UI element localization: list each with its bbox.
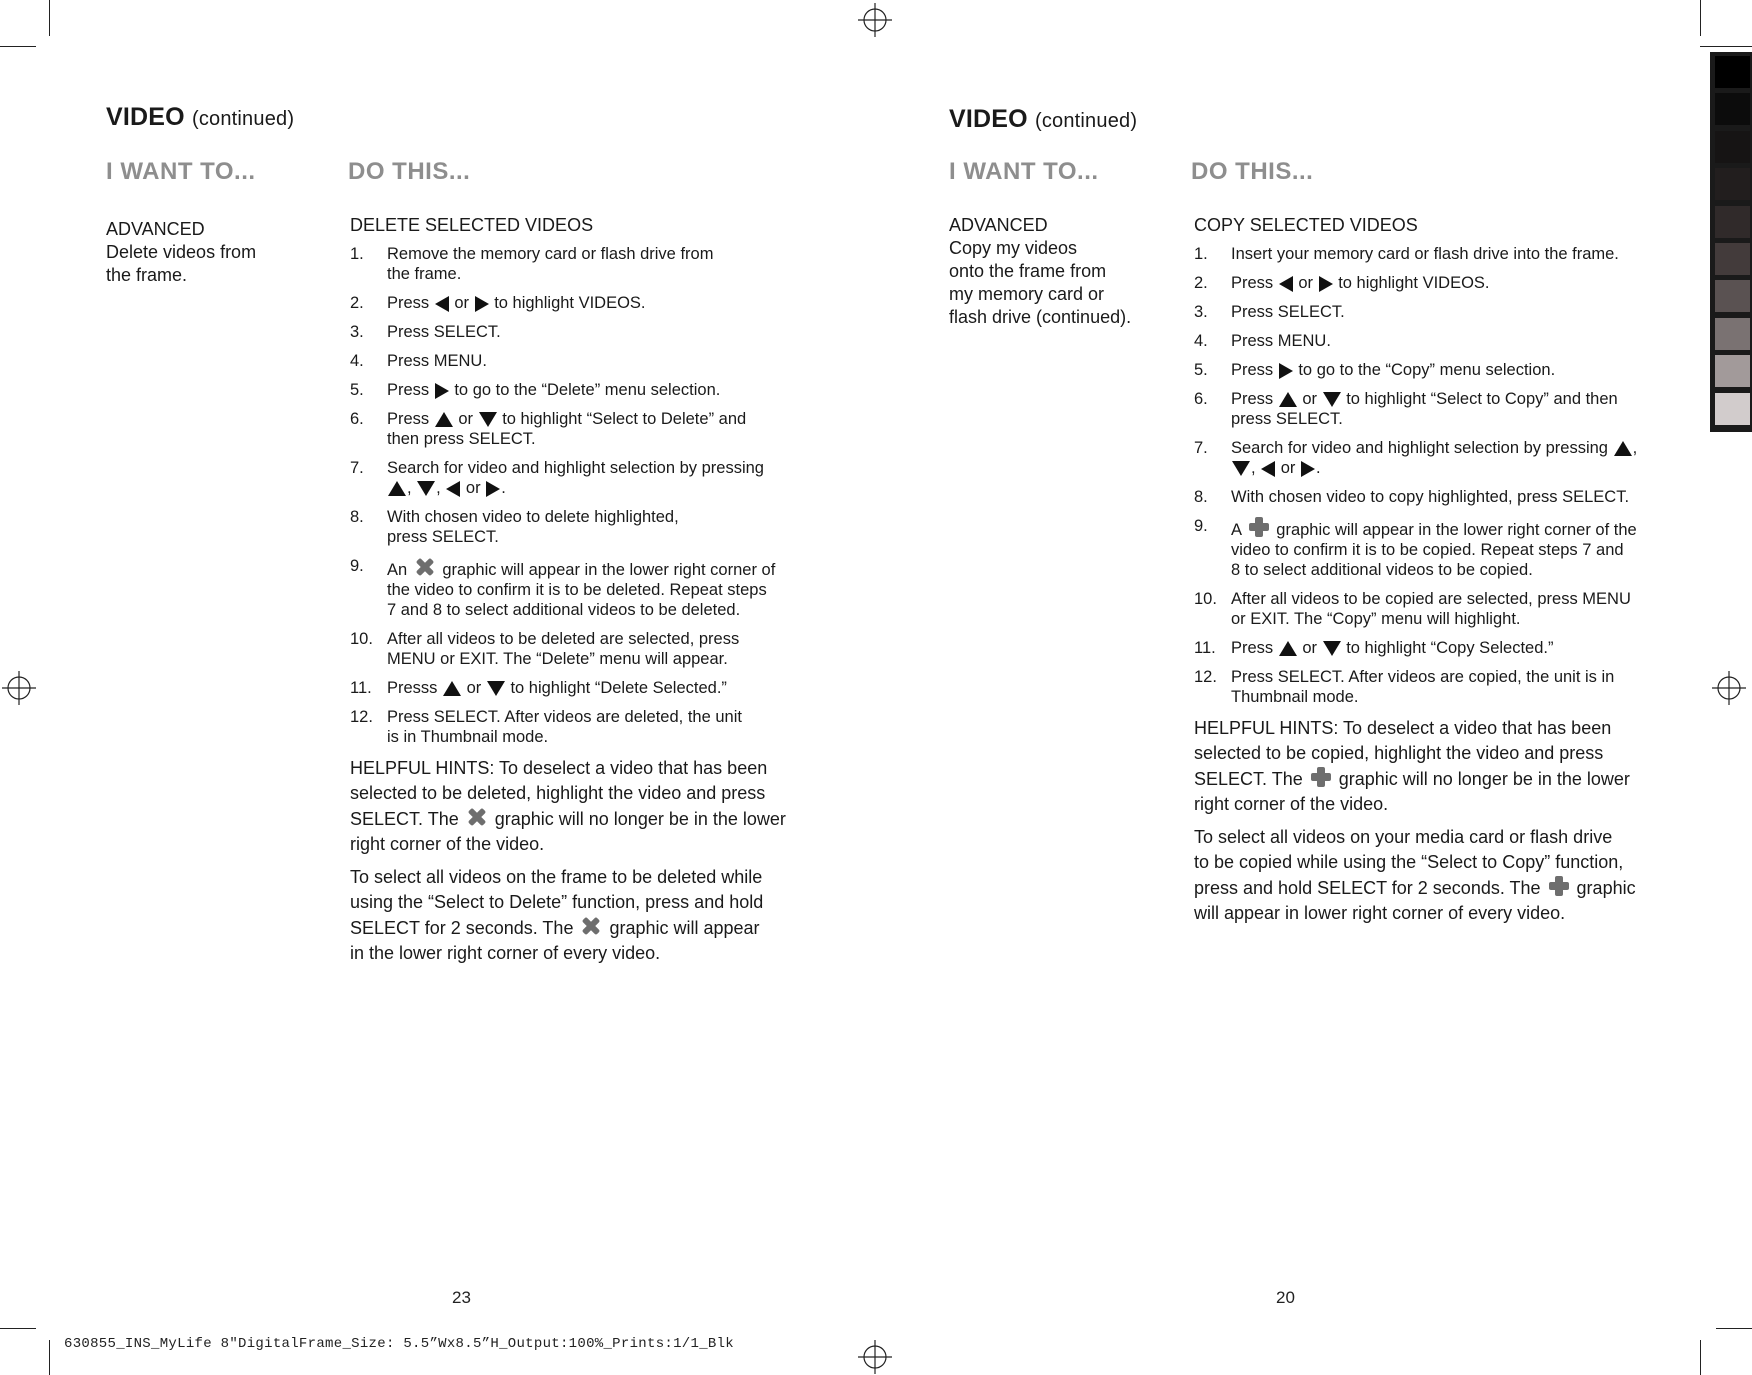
step-text [1231,303,1345,321]
step-item [350,351,820,371]
up-triangle-icon [1614,441,1632,456]
steps-list [350,244,820,747]
want-description: Copy my videos onto the frame from my memory card or flash drive (continued). [949,238,1132,327]
up-triangle-icon [388,481,406,496]
step-text [1231,274,1490,292]
down-triangle-icon [479,412,497,427]
page-number: 23 [452,1288,471,1307]
text-segment: the video to confirm it is to be deleted. Repeat steps [387,581,767,599]
text-segment: After all videos to be copied are selected, press MENU [1231,590,1631,608]
text-segment: . [1316,459,1321,477]
col-heading-want: I WANT TO... [106,158,256,185]
text-segment: Press [1231,274,1278,292]
left-triangle-icon [446,481,460,497]
steps-list [1194,244,1674,707]
x-graphic-icon [580,915,602,937]
section-title-text: VIDEO [949,105,1028,133]
text-segment: To select all videos on your media card or flash drive [1194,827,1613,847]
down-triangle-icon [487,681,505,696]
text-segment: HELPFUL HINTS: To deselect a video that has been [1194,718,1612,738]
want-description: Delete videos from the frame. [106,242,257,285]
text-segment: SELECT. The [1194,769,1308,789]
text-segment: SELECT. The [350,809,464,829]
step-number: 4. [350,352,364,370]
text-segment: , [436,479,446,497]
right-triangle-icon [1279,363,1293,379]
up-triangle-icon [443,681,461,696]
step-text [1231,245,1619,263]
text-segment: Search for video and highlight selection by pressing [387,459,764,477]
step-item [350,244,820,284]
text-segment: graphic [1571,878,1636,898]
step-number: 7. [350,459,364,477]
plus-graphic-icon [1310,766,1332,788]
text-segment: the frame. [387,265,462,283]
step-item [350,293,820,313]
text-segment: Press MENU. [387,352,487,370]
down-triangle-icon [1323,392,1341,407]
step-number: 11. [1194,639,1216,657]
section-title [949,105,1137,134]
step-number: 8. [350,508,364,526]
step-text [387,410,746,448]
text-segment: right corner of the video. [350,834,545,854]
text-segment: An [387,561,412,579]
text-segment: To select all videos on the frame to be deleted while [350,867,763,887]
text-segment: press and hold SELECT for 2 seconds. The [1194,878,1546,898]
step-number: 10. [1194,590,1217,608]
step-number: 6. [350,410,364,428]
text-segment: graphic will no longer be in the lower [489,809,786,829]
left-triangle-icon [1279,276,1293,292]
text-segment: MENU or EXIT. The “Delete” menu will appear. [387,650,728,668]
x-graphic-icon [466,806,488,828]
left-triangle-icon [435,296,449,312]
text-segment: to highlight “Delete Selected.” [505,679,727,697]
step-text [1231,488,1629,506]
want-heading: ADVANCED [106,219,205,239]
text-segment: With chosen video to copy highlighted, press SELECT. [1231,488,1630,506]
text-segment: Press SELECT. After videos are copied, the unit is in [1231,668,1615,686]
text-segment: Search for video and highlight selection by pressing [1231,439,1613,457]
text-segment: Press [1231,639,1278,657]
helpful-hint [1194,825,1674,926]
step-item [1194,273,1674,293]
right-triangle-icon [475,296,489,312]
text-segment: With chosen video to delete highlighted, [387,508,679,526]
step-item [350,507,820,547]
text-segment: , [1251,459,1261,477]
step-text [387,352,487,370]
text-segment: to highlight “Select to Delete” and [497,410,747,428]
text-segment: Insert your memory card or flash drive into the frame. [1231,245,1619,263]
x-graphic-icon [414,556,436,578]
step-number: 5. [350,381,364,399]
step-text [387,630,739,668]
section-title-text: VIDEO [106,103,185,131]
step-item [350,322,820,342]
step-item [1194,438,1674,478]
text-segment: to highlight VIDEOS. [489,294,646,312]
procedure-title: DELETE SELECTED VIDEOS [350,215,594,235]
text-segment: Press MENU. [1231,332,1331,350]
text-segment: 8 to select additional videos to be copied. [1231,561,1533,579]
text-segment: or [453,410,478,428]
text-segment: Press [387,294,434,312]
text-segment: or [1297,639,1322,657]
text-segment: to highlight “Select to Copy” and then [1341,390,1618,408]
step-number: 12. [1194,668,1217,686]
right-page [876,0,1752,1375]
step-number: 6. [1194,390,1208,408]
step-text [387,508,679,546]
text-segment: or [461,479,486,497]
text-segment: right corner of the video. [1194,794,1389,814]
col-heading-do: DO THIS... [1191,158,1314,185]
step-text [1231,361,1555,379]
step-number: 3. [350,323,364,341]
text-segment: or [1276,459,1301,477]
up-triangle-icon [435,412,453,427]
text-segment: is in Thumbnail mode. [387,728,549,746]
step-text [1231,668,1614,706]
step-text [387,245,713,283]
text-segment: , [1632,439,1638,457]
step-text [387,381,720,399]
text-segment: or EXIT. The “Copy” menu will highlight. [1231,610,1521,628]
step-number: 1. [1194,245,1208,263]
step-item [1194,589,1674,629]
slug-line: 630855_INS_MyLife 8"DigitalFrame_Size: 5.5”Wx8.5”H_Output:100%_Prints:1/1_Blk [64,1336,735,1352]
plus-graphic-icon [1248,516,1270,538]
step-item [1194,389,1674,429]
text-segment: After all videos to be deleted are selected, press [387,630,740,648]
text-segment: to highlight “Copy Selected.” [1341,639,1554,657]
text-segment: to be copied while using the “Select to Copy” function, [1194,852,1624,872]
text-segment: Press SELECT. [387,323,501,341]
step-text [387,459,764,497]
step-text [1231,590,1631,628]
step-text [387,561,775,619]
procedure-title: COPY SELECTED VIDEOS [1194,215,1418,235]
plus-graphic-icon [1548,875,1570,897]
page-number: 20 [1276,1288,1295,1307]
step-number: 11. [350,679,372,697]
text-segment: . [501,479,506,497]
text-segment: Press [387,381,434,399]
right-triangle-icon [1301,461,1315,477]
text-segment: A [1231,521,1246,539]
text-segment: Presss [387,679,443,697]
step-text [1231,439,1637,477]
step-text [1231,390,1618,428]
text-segment: graphic will appear in the lower right corner of the [1271,521,1637,539]
want-block [949,214,1169,329]
down-triangle-icon [1323,641,1341,656]
text-segment: using the “Select to Delete” function, press and hold [350,892,764,912]
down-triangle-icon [1232,461,1250,476]
do-block [350,215,820,974]
up-triangle-icon [1279,392,1297,407]
text-segment: to highlight VIDEOS. [1333,274,1490,292]
step-number: 4. [1194,332,1208,350]
step-item [1194,516,1674,580]
text-segment: video to confirm it is to be copied. Repeat steps 7 and [1231,541,1624,559]
step-text [387,679,727,697]
right-triangle-icon [486,481,500,497]
step-number: 10. [350,630,373,648]
text-segment: press SELECT. [1231,410,1343,428]
helpful-hint [350,756,820,857]
text-segment: in the lower right corner of every video. [350,943,661,963]
step-text [387,708,742,746]
step-number: 1. [350,245,364,263]
text-segment: Remove the memory card or flash drive from [387,245,714,263]
text-segment: or [1293,274,1318,292]
text-segment: Press [1231,361,1278,379]
do-block [1194,215,1674,934]
text-segment: selected to be copied, highlight the video and press [1194,743,1604,763]
text-segment: or [449,294,474,312]
text-segment: Thumbnail mode. [1231,688,1359,706]
step-item [1194,360,1674,380]
text-segment: to go to the “Delete” menu selection. [449,381,721,399]
step-number: 8. [1194,488,1208,506]
step-number: 7. [1194,439,1208,457]
text-segment: Press SELECT. After videos are deleted, the unit [387,708,742,726]
text-segment: to go to the “Copy” menu selection. [1293,361,1556,379]
text-segment: 7 and 8 to select additional videos to be deleted. [387,601,741,619]
step-number: 2. [350,294,364,312]
section-continued: (continued) [191,108,295,130]
text-segment: graphic will appear in the lower right corner of [437,561,776,579]
step-text [1231,332,1331,350]
step-item [1194,638,1674,658]
step-item [350,629,820,669]
step-item [350,556,820,620]
step-item [350,458,820,498]
text-segment: HELPFUL HINTS: To deselect a video that has been [350,758,768,778]
step-text [1231,521,1637,579]
text-segment: Press SELECT. [1231,303,1345,321]
step-text [387,294,646,312]
text-segment: or [462,679,486,697]
text-segment: then press SELECT. [387,430,536,448]
col-heading-want: I WANT TO... [949,158,1099,185]
right-triangle-icon [435,383,449,399]
step-number: 12. [350,708,373,726]
up-triangle-icon [1279,641,1297,656]
right-triangle-icon [1319,276,1333,292]
step-number: 3. [1194,303,1208,321]
want-block [106,218,326,287]
text-segment: graphic will appear [604,918,760,938]
step-item [350,678,820,698]
text-segment: or [1297,390,1322,408]
step-number: 9. [350,557,364,575]
step-item [1194,331,1674,351]
step-item [350,707,820,747]
text-segment: Press [1231,390,1278,408]
helpful-hint [350,865,820,966]
text-segment: graphic will no longer be in the lower [1333,769,1630,789]
text-segment: SELECT for 2 seconds. The [350,918,579,938]
step-item [1194,487,1674,507]
text-segment: , [407,479,417,497]
step-item [1194,667,1674,707]
text-segment: Press [387,410,434,428]
section-continued: (continued) [1034,110,1138,132]
section-title [106,103,294,132]
helpful-hint [1194,716,1674,817]
step-item [350,380,820,400]
text-segment: selected to be deleted, highlight the video and press [350,783,766,803]
step-text [387,323,501,341]
step-number: 9. [1194,517,1208,535]
col-heading-do: DO THIS... [348,158,471,185]
step-item [1194,302,1674,322]
want-heading: ADVANCED [949,215,1048,235]
step-number: 5. [1194,361,1208,379]
step-number: 2. [1194,274,1208,292]
text-segment: will appear in lower right corner of every video. [1194,903,1566,923]
step-item [1194,244,1674,264]
step-text [1231,639,1553,657]
left-triangle-icon [1261,461,1275,477]
step-item [350,409,820,449]
text-segment: press SELECT. [387,528,499,546]
down-triangle-icon [417,481,435,496]
